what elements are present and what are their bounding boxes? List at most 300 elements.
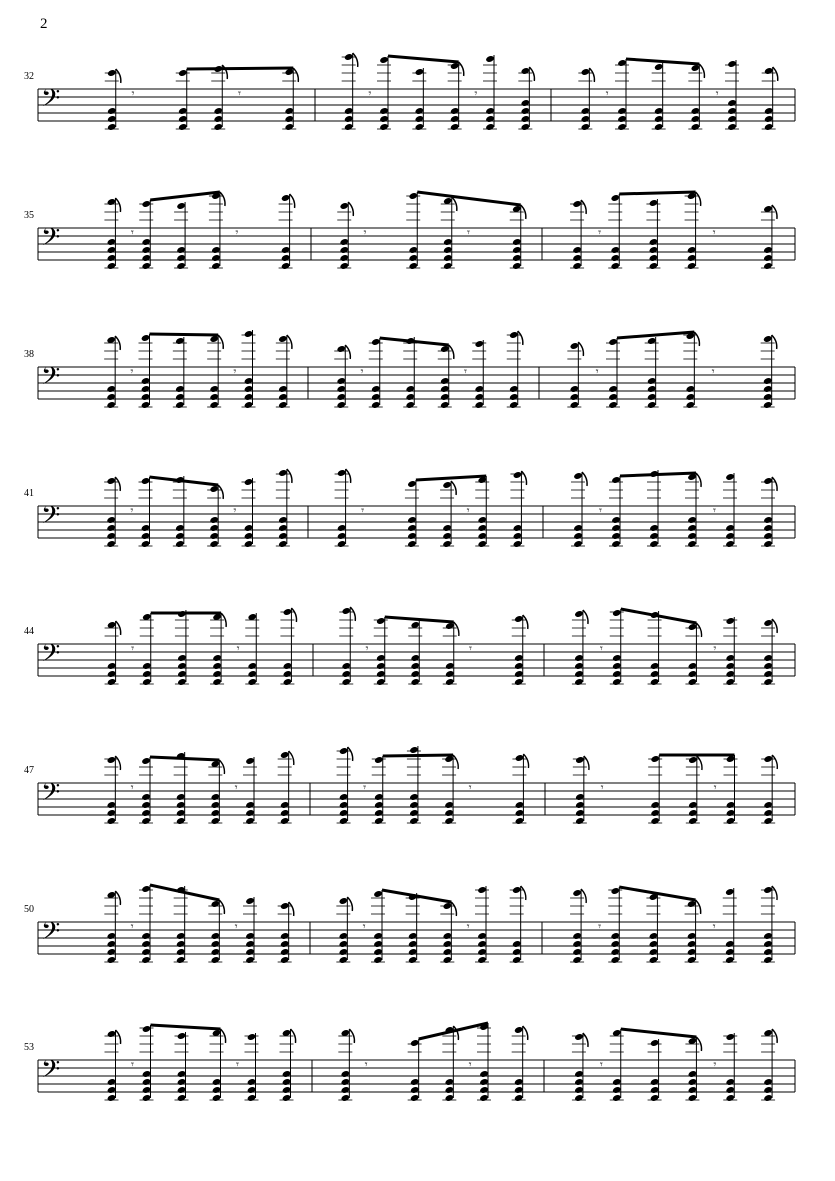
notehead — [415, 115, 424, 123]
notehead — [248, 662, 257, 670]
notehead — [339, 793, 348, 801]
notehead — [513, 524, 522, 532]
notehead — [764, 115, 773, 123]
flag — [289, 751, 294, 765]
notehead — [725, 532, 734, 540]
notehead — [572, 932, 581, 940]
notehead — [341, 1078, 350, 1086]
notehead — [406, 393, 415, 401]
notehead — [107, 1094, 116, 1102]
notehead — [649, 199, 658, 207]
flag — [346, 469, 351, 483]
notehead — [513, 540, 522, 548]
eighth-rest: 𝄾 — [131, 87, 135, 100]
notehead — [764, 67, 773, 75]
notehead — [763, 1078, 772, 1086]
flag — [529, 67, 534, 81]
notehead — [175, 401, 184, 409]
measure-number: 47 — [24, 765, 34, 776]
flag — [449, 345, 454, 359]
notehead — [410, 1094, 419, 1102]
notehead — [107, 115, 116, 123]
notehead — [649, 532, 658, 540]
notehead — [647, 377, 656, 385]
notehead — [409, 254, 418, 262]
notehead — [687, 524, 696, 532]
notehead — [106, 401, 115, 409]
eighth-rest: 𝄾 — [362, 920, 366, 933]
notehead — [574, 1094, 583, 1102]
flag — [578, 342, 583, 356]
notehead — [570, 342, 579, 350]
notehead — [245, 757, 254, 765]
notehead — [278, 335, 287, 343]
notehead — [374, 756, 383, 764]
flag — [523, 1026, 528, 1040]
notehead — [688, 809, 697, 817]
flag — [287, 335, 292, 349]
eighth-rest: 𝄾 — [130, 920, 134, 933]
notehead — [575, 793, 584, 801]
notehead — [141, 801, 150, 809]
notehead — [177, 670, 186, 678]
flag — [696, 623, 701, 637]
bass-clef-icon: 𝄢 — [41, 501, 61, 536]
notehead — [379, 123, 388, 131]
notehead — [574, 610, 583, 618]
eighth-rest: 𝄾 — [131, 1058, 134, 1071]
notehead — [379, 115, 388, 123]
eighth-rest: 𝄾 — [605, 87, 609, 100]
notehead — [371, 385, 380, 393]
notehead — [409, 809, 418, 817]
notehead — [727, 123, 736, 131]
notehead — [574, 654, 583, 662]
notehead — [247, 1033, 256, 1041]
notehead — [654, 123, 663, 131]
notehead — [339, 948, 348, 956]
notehead — [278, 401, 287, 409]
notehead — [688, 1078, 697, 1086]
notehead — [764, 107, 773, 115]
notehead — [763, 377, 772, 385]
notehead — [141, 885, 150, 893]
notehead — [244, 330, 253, 338]
eighth-rest: 𝄾 — [598, 920, 602, 933]
notehead — [440, 401, 449, 409]
flag — [581, 889, 586, 903]
measure-number: 35 — [24, 210, 34, 221]
flag — [696, 900, 701, 914]
notehead — [687, 540, 696, 548]
notehead — [726, 617, 735, 625]
eighth-rest: 𝄾 — [466, 920, 470, 933]
notehead — [612, 654, 621, 662]
notehead — [278, 540, 287, 548]
notehead — [107, 1086, 116, 1094]
notehead — [282, 1078, 291, 1086]
notehead — [574, 1033, 583, 1041]
notehead — [107, 198, 116, 206]
flag — [699, 64, 704, 78]
eighth-rest: 𝄾 — [713, 504, 716, 517]
notehead — [654, 115, 663, 123]
notehead — [617, 115, 626, 123]
notehead — [339, 940, 348, 948]
notehead — [209, 516, 218, 524]
notehead — [573, 472, 582, 480]
notehead — [611, 540, 620, 548]
notehead — [442, 540, 451, 548]
notehead — [245, 801, 254, 809]
beam — [187, 68, 294, 69]
notehead — [444, 801, 453, 809]
notehead — [339, 897, 348, 905]
notehead — [209, 540, 218, 548]
notehead — [512, 238, 521, 246]
notehead — [341, 1070, 350, 1078]
notehead — [514, 678, 523, 686]
notehead — [514, 1026, 523, 1034]
eighth-rest: 𝄾 — [360, 365, 364, 378]
notehead — [763, 524, 772, 532]
notehead — [650, 670, 659, 678]
notehead — [379, 107, 388, 115]
notehead — [691, 115, 700, 123]
notehead — [650, 801, 659, 809]
notehead — [107, 107, 116, 115]
notehead — [337, 401, 346, 409]
notehead — [371, 393, 380, 401]
notehead — [608, 393, 617, 401]
notehead — [376, 670, 385, 678]
notehead — [141, 940, 150, 948]
eighth-rest: 𝄾 — [235, 226, 239, 239]
notehead — [178, 115, 187, 123]
notehead — [339, 809, 348, 817]
notehead — [280, 940, 289, 948]
notehead — [141, 948, 150, 956]
notehead — [410, 1078, 419, 1086]
beam — [383, 755, 453, 756]
notehead — [688, 662, 697, 670]
staff-system — [0, 904, 835, 984]
flag — [694, 332, 699, 346]
notehead — [725, 956, 734, 964]
notehead — [572, 956, 581, 964]
notehead — [374, 809, 383, 817]
notehead — [573, 532, 582, 540]
notehead — [371, 338, 380, 346]
eighth-rest: 𝄾 — [466, 504, 470, 517]
notehead — [106, 516, 115, 524]
notehead — [443, 254, 452, 262]
notehead — [244, 377, 253, 385]
notehead — [611, 254, 620, 262]
flag — [290, 194, 295, 208]
notehead — [374, 793, 383, 801]
eighth-rest: 𝄾 — [233, 504, 237, 517]
flag — [772, 335, 777, 349]
eighth-rest: 𝄾 — [468, 1058, 472, 1071]
notehead — [445, 670, 454, 678]
notehead — [141, 334, 150, 342]
notehead — [376, 662, 385, 670]
notehead — [725, 473, 734, 481]
notehead — [340, 238, 349, 246]
notehead — [107, 948, 116, 956]
notehead — [443, 940, 452, 948]
notehead — [376, 617, 385, 625]
staff-svg — [0, 349, 835, 459]
notehead — [337, 345, 346, 353]
notehead — [107, 662, 116, 670]
notehead — [573, 540, 582, 548]
notehead — [211, 948, 220, 956]
flag — [345, 345, 350, 359]
measure-number: 38 — [24, 349, 34, 360]
notehead — [283, 670, 292, 678]
notehead — [211, 793, 220, 801]
notehead — [245, 948, 254, 956]
notehead — [339, 801, 348, 809]
notehead — [409, 746, 418, 754]
notehead — [581, 115, 590, 123]
notehead — [572, 262, 581, 270]
notehead — [450, 115, 459, 123]
notehead — [573, 524, 582, 532]
notehead — [248, 670, 257, 678]
notehead — [763, 532, 772, 540]
notehead — [212, 1094, 221, 1102]
notehead — [177, 662, 186, 670]
notehead — [281, 194, 290, 202]
notehead — [175, 532, 184, 540]
notehead — [337, 532, 346, 540]
bass-clef-icon: 𝄢 — [41, 223, 61, 258]
notehead — [107, 1078, 116, 1086]
notehead — [442, 524, 451, 532]
notehead — [763, 385, 772, 393]
notehead — [106, 540, 115, 548]
page-number: 2 — [40, 16, 48, 32]
notehead — [283, 662, 292, 670]
notehead — [726, 1033, 735, 1041]
notehead — [282, 1086, 291, 1094]
notehead — [141, 540, 150, 548]
notehead — [176, 948, 185, 956]
notehead — [477, 932, 486, 940]
notehead — [107, 1030, 116, 1038]
notehead — [512, 246, 521, 254]
notehead — [411, 678, 420, 686]
beam — [619, 192, 695, 194]
beam — [417, 192, 521, 205]
notehead — [209, 532, 218, 540]
notehead — [176, 262, 185, 270]
notehead — [285, 115, 294, 123]
notehead — [475, 385, 484, 393]
eighth-rest: 𝄾 — [131, 642, 135, 655]
eighth-rest: 𝄾 — [365, 642, 369, 655]
notehead — [479, 1070, 488, 1078]
notehead — [763, 401, 772, 409]
notehead — [443, 246, 452, 254]
notehead — [763, 670, 772, 678]
notehead — [650, 1094, 659, 1102]
notehead — [107, 670, 116, 678]
flag — [459, 62, 464, 76]
notehead — [478, 524, 487, 532]
measure-number: 53 — [24, 1042, 34, 1053]
notehead — [725, 524, 734, 532]
eighth-rest: 𝄾 — [599, 642, 603, 655]
notehead — [612, 609, 621, 617]
notehead — [141, 477, 150, 485]
notehead — [373, 940, 382, 948]
eighth-rest: 𝄾 — [598, 226, 602, 239]
notehead — [691, 107, 700, 115]
notehead — [726, 817, 735, 825]
notehead — [650, 662, 659, 670]
notehead — [141, 809, 150, 817]
notehead — [406, 401, 415, 409]
notehead — [409, 262, 418, 270]
notehead — [654, 63, 663, 71]
notehead — [376, 678, 385, 686]
notehead — [514, 670, 523, 678]
notehead — [612, 662, 621, 670]
notehead — [409, 793, 418, 801]
notehead — [572, 948, 581, 956]
notehead — [141, 757, 150, 765]
notehead — [408, 940, 417, 948]
notehead — [612, 1094, 621, 1102]
notehead — [485, 115, 494, 123]
eighth-rest: 𝄾 — [468, 781, 472, 794]
notehead — [445, 1078, 454, 1086]
notehead — [410, 1086, 419, 1094]
notehead — [176, 809, 185, 817]
notehead — [611, 476, 620, 484]
notehead — [650, 678, 659, 686]
notehead — [344, 107, 353, 115]
notehead — [285, 107, 294, 115]
notehead — [214, 123, 223, 131]
notehead — [280, 817, 289, 825]
notehead — [612, 1078, 621, 1086]
staff-system — [0, 349, 835, 429]
notehead — [514, 615, 523, 623]
notehead — [245, 932, 254, 940]
flag — [523, 615, 528, 629]
notehead — [687, 940, 696, 948]
notehead — [509, 393, 518, 401]
notehead — [177, 1078, 186, 1086]
notehead — [763, 948, 772, 956]
notehead — [574, 678, 583, 686]
notehead — [340, 254, 349, 262]
notehead — [141, 401, 150, 409]
notehead — [650, 809, 659, 817]
notehead — [106, 524, 115, 532]
notehead — [340, 202, 349, 210]
notehead — [515, 817, 524, 825]
notehead — [415, 123, 424, 131]
notehead — [141, 393, 150, 401]
notehead — [763, 678, 772, 686]
notehead — [444, 809, 453, 817]
notehead — [340, 262, 349, 270]
notehead — [445, 662, 454, 670]
notehead — [141, 385, 150, 393]
notehead — [479, 1094, 488, 1102]
notehead — [611, 246, 620, 254]
notehead — [244, 532, 253, 540]
notehead — [107, 801, 116, 809]
staff-system — [0, 765, 835, 845]
notehead — [650, 1078, 659, 1086]
flag — [218, 485, 223, 499]
flag — [697, 756, 702, 770]
notehead — [142, 1094, 151, 1102]
notehead — [212, 670, 221, 678]
notehead — [521, 123, 530, 131]
notehead — [611, 948, 620, 956]
notehead — [376, 654, 385, 662]
notehead — [175, 524, 184, 532]
staff-system — [0, 71, 835, 151]
notehead — [245, 809, 254, 817]
notehead — [141, 532, 150, 540]
eighth-rest: 𝄾 — [713, 642, 717, 655]
notehead — [278, 532, 287, 540]
notehead — [245, 956, 254, 964]
notehead — [142, 678, 151, 686]
notehead — [686, 393, 695, 401]
notehead — [278, 469, 287, 477]
staff-svg — [0, 1042, 835, 1152]
notehead — [176, 940, 185, 948]
notehead — [521, 99, 530, 107]
notehead — [280, 809, 289, 817]
eighth-rest: 𝄾 — [130, 365, 134, 378]
notehead — [647, 385, 656, 393]
notehead — [142, 1070, 151, 1078]
beam — [621, 1029, 697, 1037]
eighth-rest: 𝄾 — [713, 781, 717, 794]
eighth-rest: 𝄾 — [363, 781, 367, 794]
notehead — [688, 670, 697, 678]
notehead — [211, 246, 220, 254]
notehead — [649, 956, 658, 964]
notehead — [686, 385, 695, 393]
notehead — [141, 524, 150, 532]
notehead — [611, 932, 620, 940]
notehead — [142, 670, 151, 678]
notehead — [278, 393, 287, 401]
notehead — [141, 793, 150, 801]
notehead — [107, 678, 116, 686]
eighth-rest: 𝄾 — [130, 504, 134, 517]
notehead — [285, 123, 294, 131]
notehead — [509, 385, 518, 393]
notehead — [445, 1094, 454, 1102]
notehead — [478, 540, 487, 548]
notehead — [475, 401, 484, 409]
notehead — [763, 619, 772, 627]
notehead — [649, 932, 658, 940]
